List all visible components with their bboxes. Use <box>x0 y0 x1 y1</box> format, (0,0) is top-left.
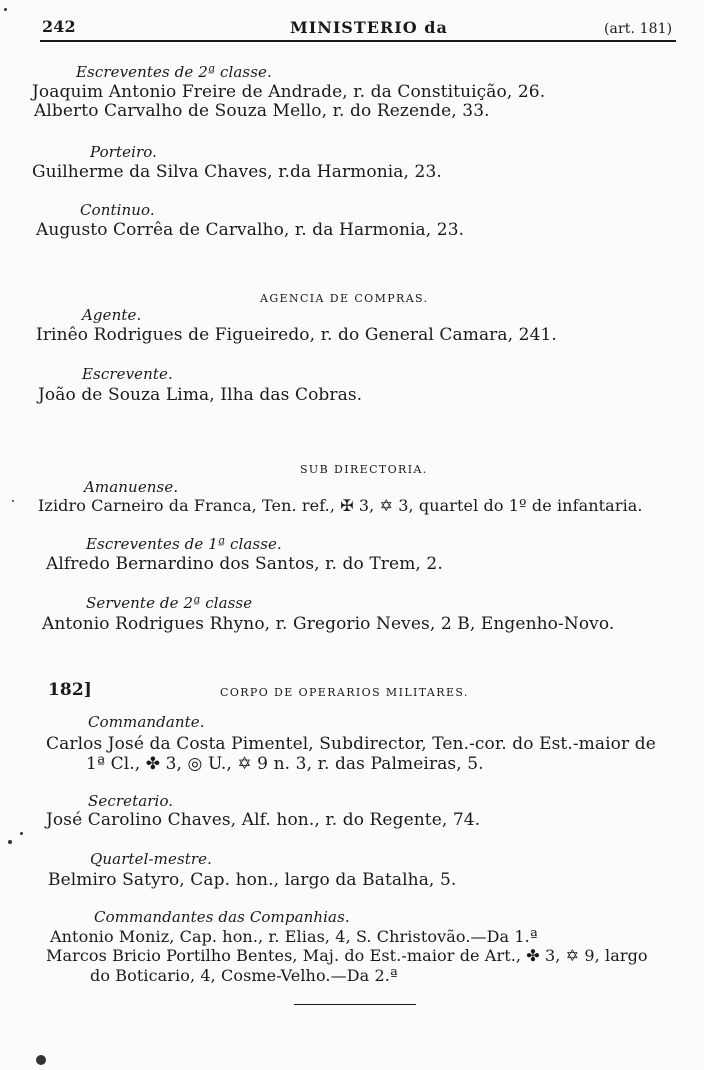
article-number: 182] <box>48 680 92 700</box>
section-heading: Servente de 2ª classe <box>86 594 253 612</box>
page-number: 242 <box>42 17 76 36</box>
ink-blot <box>36 1055 46 1065</box>
section-heading: Commandante. <box>88 713 205 731</box>
entry-line: do Boticario, 4, Cosme-Velho.—Da 2.ª <box>90 966 398 985</box>
ink-speck <box>4 8 7 11</box>
section-heading: Agente. <box>82 306 142 324</box>
section-title: AGENCIA DE COMPRAS. <box>260 292 429 305</box>
entry-line: 1ª Cl., ✤ 3, ◎ U., ✡ 9 n. 3, r. das Palmeiras, 5. <box>86 754 484 774</box>
entry-line: José Carolino Chaves, Alf. hon., r. do Regente, 74. <box>46 810 481 830</box>
section-heading: Quartel-mestre. <box>90 850 212 868</box>
section-heading: Secretario. <box>88 792 174 810</box>
entry-line: Marcos Bricio Portilho Bentes, Maj. do Est.-maior de Art., ✤ 3, ✡ 9, largo <box>46 946 648 965</box>
section-heading: Amanuense. <box>84 478 179 496</box>
header-rule <box>40 40 676 42</box>
section-heading: Commandantes das Companhias. <box>94 908 350 926</box>
running-title: MINISTERIO da <box>290 18 448 37</box>
section-heading: Escreventes de 2ª classe. <box>76 63 272 81</box>
section-heading: Escreventes de 1ª classe. <box>86 535 282 553</box>
entry-line: Augusto Corrêa de Carvalho, r. da Harmonia, 23. <box>36 220 465 240</box>
entry-line: Belmiro Satyro, Cap. hon., largo da Batalha, 5. <box>48 870 457 890</box>
entry-line: Guilherme da Silva Chaves, r.da Harmonia, 23. <box>32 162 442 182</box>
entry-line: Antonio Moniz, Cap. hon., r. Elias, 4, S. Christovão.—Da 1.ª <box>50 927 538 946</box>
entry-line: João de Souza Lima, Ilha das Cobras. <box>38 385 363 405</box>
entry-line: Joaquim Antonio Freire de Andrade, r. da Constituição, 26. <box>32 82 546 102</box>
ink-speck <box>12 500 14 502</box>
ink-speck <box>20 832 23 835</box>
section-title: SUB DIRECTORIA. <box>300 463 428 476</box>
section-heading: Continuo. <box>80 201 155 219</box>
entry-line: Alberto Carvalho de Souza Mello, r. do Rezende, 33. <box>34 101 490 121</box>
entry-line: Alfredo Bernardino dos Santos, r. do Trem, 2. <box>46 554 443 574</box>
section-heading: Escrevente. <box>82 365 173 383</box>
entry-line: Izidro Carneiro da Franca, Ten. ref., ✠ 3, ✡ 3, quartel do 1º de infantaria. <box>38 496 643 515</box>
section-title: CORPO DE OPERARIOS MILITARES. <box>220 686 469 699</box>
entry-line: Antonio Rodrigues Rhyno, r. Gregorio Neves, 2 B, Engenho-Novo. <box>42 614 615 634</box>
entry-line: Irinêo Rodrigues de Figueiredo, r. do General Camara, 241. <box>36 325 557 345</box>
section-reference: (art. 181) <box>604 21 673 37</box>
closing-rule <box>294 1004 416 1005</box>
ink-speck <box>8 840 12 844</box>
section-heading: Porteiro. <box>90 143 157 161</box>
entry-line: Carlos José da Costa Pimentel, Subdirector, Ten.-cor. do Est.-maior de <box>46 734 656 754</box>
